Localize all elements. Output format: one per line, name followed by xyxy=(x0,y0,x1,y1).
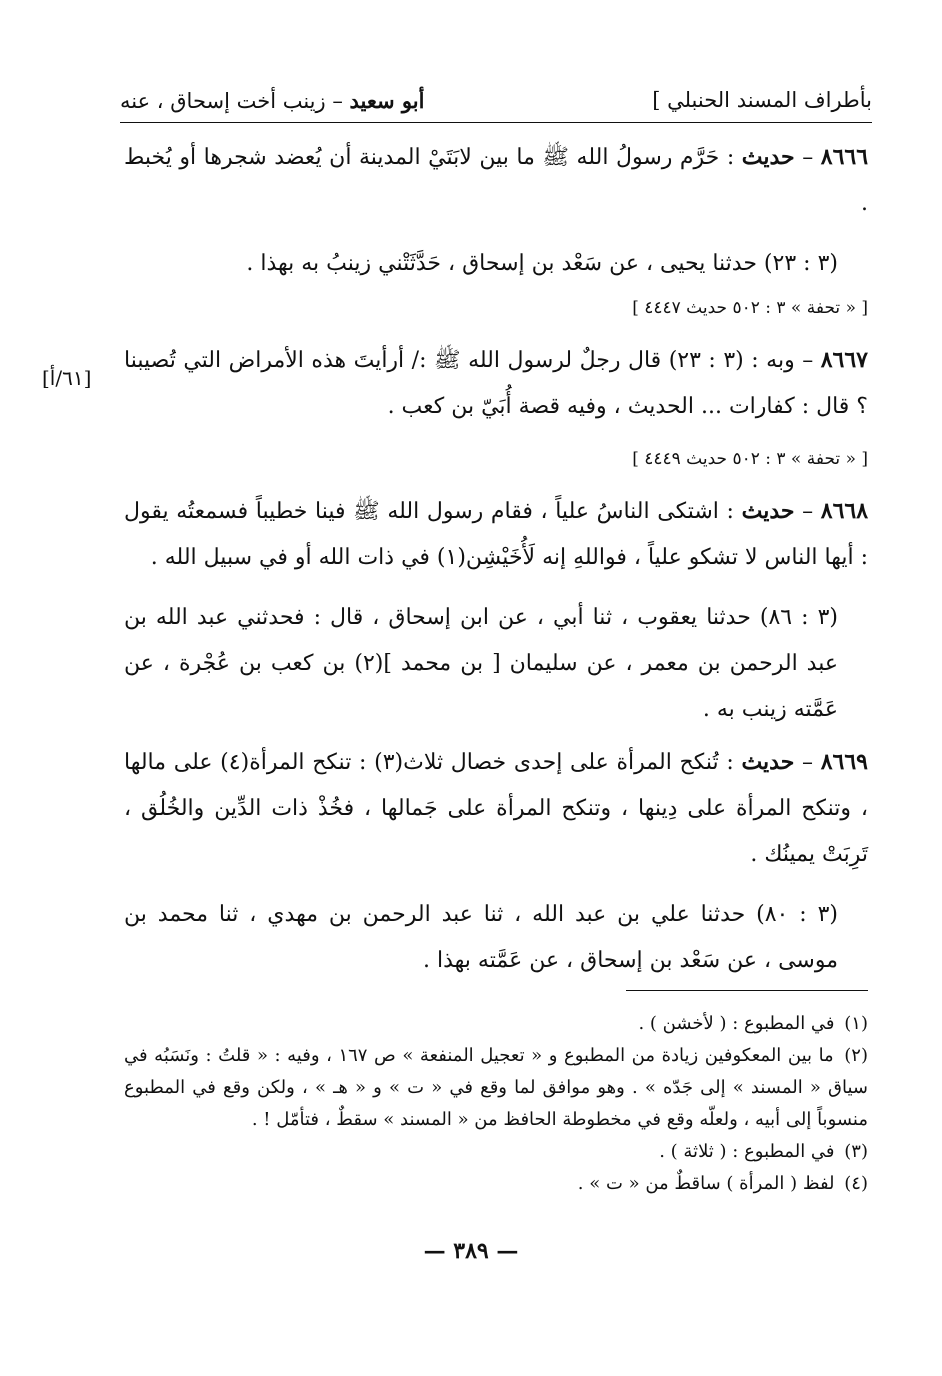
footnote-separator xyxy=(626,990,868,991)
footnote-text: في المطبوع : ( ثلاثة ) . xyxy=(659,1141,835,1162)
footnote xyxy=(124,1168,868,1200)
hadith-entry: ٨٦٦٦ – حديث : حَرَّم رسولُ الله ﷺ ما بين لابَتَيْ المدينة أن يُعضد شجرها أو يُخبط . xyxy=(124,144,869,216)
entry-text: : تُنكح المرأة على إحدى خصال ثلاث(٣) : تنكح المرأة(٤) على مالها ، وتنكح المرأة على دِينها ، وتنكح المرأة على جَمالها ، فخُذْ ذات الدِّين والخُلُق ، تَرِبَتْ يمينُك . xyxy=(124,750,868,867)
header-entry-title-rest: – زينب أخت إسحاق ، عنه xyxy=(120,89,350,113)
entry-keyword: حديث xyxy=(741,498,795,524)
hadith-entry xyxy=(124,337,868,430)
margin-folio-note: [٦١/أ] xyxy=(42,366,92,390)
entry-isnad: (٣ : ٢٣) حدثنا يحيى ، عن سَعْد بن إسحاق ، حَدَّثَتْني زينبُ به بهذا . xyxy=(246,251,838,276)
entry-number: ٨٦٦٧ xyxy=(820,347,868,373)
header-entry-title xyxy=(120,88,424,113)
entry-text: – وبه : (٣ : ٢٣) قال رجلٌ لرسول الله ﷺ :/ أرأيتَ هذه الأمراض التي تُصيبنا ؟ قال : كفارات ... الحديث ، وفيه قصة أُبَيّ بن كعب . xyxy=(124,348,868,419)
footnote xyxy=(124,1040,868,1136)
entry-text: : حَرَّم رسولُ الله ﷺ ما بين لابَتَيْ المدينة أن يُعضد شجرها أو يُخبط . xyxy=(124,145,868,216)
hadith-entry: ٨٦٦٨ – حديث : اشتكى الناسُ علياً ، فقام رسول الله ﷺ فينا خطيباً فسمعتُه يقول : أيها الناس لا تشكو علياً ، فواللهِ إنه لَأُخَيْشِن(١) في ذات الله أو في سبيل الله . xyxy=(124,498,869,570)
entry-keyword: حديث xyxy=(741,749,795,775)
footnote-text: لفظ ( المرأة ) ساقطٌ من « ت » . xyxy=(577,1173,835,1194)
header-entry-title-bold: أبو سعيد xyxy=(349,88,425,113)
header-section-title: بأطراف المسند الحنبلي ] xyxy=(652,88,872,112)
page-number: — ٣٨٩ — xyxy=(423,1238,519,1264)
footnote xyxy=(124,1136,868,1168)
footnote-number: (١) xyxy=(844,1013,868,1034)
footnote-number: (٢) xyxy=(844,1045,868,1066)
footnote-number: (٣) xyxy=(844,1141,868,1162)
main-text xyxy=(124,134,868,990)
entry-reference-text: [ « تحفة » ٣ : ٥٠٢ حديث ٤٤٤٩ ] xyxy=(632,449,868,469)
entry-text: : اشتكى الناسُ علياً ، فقام رسول الله ﷺ فينا خطيباً فسمعتُه يقول : أيها الناس لا تشكو علياً ، فواللهِ إنه لَأُخَيْشِن(١) في ذات الله أو في سبيل الله . xyxy=(124,499,868,570)
entry-number: ٨٦٦٨ xyxy=(820,498,869,524)
footnote xyxy=(124,1008,868,1040)
entry-keyword: حديث xyxy=(741,144,795,170)
entry-number: ٨٦٦٩ xyxy=(820,749,868,775)
entry-isnad: (٣ : ٨٦) حدثنا يعقوب ، ثنا أبي ، عن ابن إسحاق ، قال : فحدثني عبد الله بن عبد الرحمن بن معمر ، عن سليمان [ بن محمد ](٢) بن كعب بن عُجْرة ، عن عَمَّته زينب به . xyxy=(124,605,838,722)
entry-reference xyxy=(124,444,868,474)
entry-isnad: (٣ : ٨٠) حدثنا علي بن عبد الله ، ثنا عبد الرحمن بن مهدي ، ثنا محمد بن موسى ، عن سَعْد بن إسحاق ، عن عَمَّته بهذا . xyxy=(124,902,838,973)
footnote-text: في المطبوع : ( لأخشن ) . xyxy=(638,1013,835,1034)
footnote-text: ما بين المعكوفين زيادة من المطبوع و « تعجيل المنفعة » ص ١٦٧ ، وفيه : « قلتُ : ونَسَبُه في سياق « المسند » إلى جَدّه » . وهو موافق لما وقع في « ت » و « هـ » ، ولكن وقع في المطبوع منسوباً إلى أبيه ، ولعلّه وقع في مخطوطة الحافظ من « المسند » سقطٌ ، فتأمّل ! . xyxy=(124,1045,868,1130)
entry-reference xyxy=(124,293,868,323)
hadith-entry: ٨٦٦٩ – حديث : تُنكح المرأة على إحدى خصال ثلاث(٣) : تنكح المرأة(٤) على مالها ، وتنكح المرأة على دِينها ، وتنكح المرأة على جَمالها ، فخُذْ ذات الدِّين والخُلُق ، تَرِبَتْ يمينُك . xyxy=(124,749,868,867)
running-header xyxy=(120,86,872,123)
footnote-number: (٤) xyxy=(844,1173,868,1194)
footnotes xyxy=(124,1008,868,1200)
entry-reference-text: [ « تحفة » ٣ : ٥٠٢ حديث ٤٤٤٧ ] xyxy=(632,298,868,318)
entry-number: ٨٦٦٦ xyxy=(820,144,869,170)
